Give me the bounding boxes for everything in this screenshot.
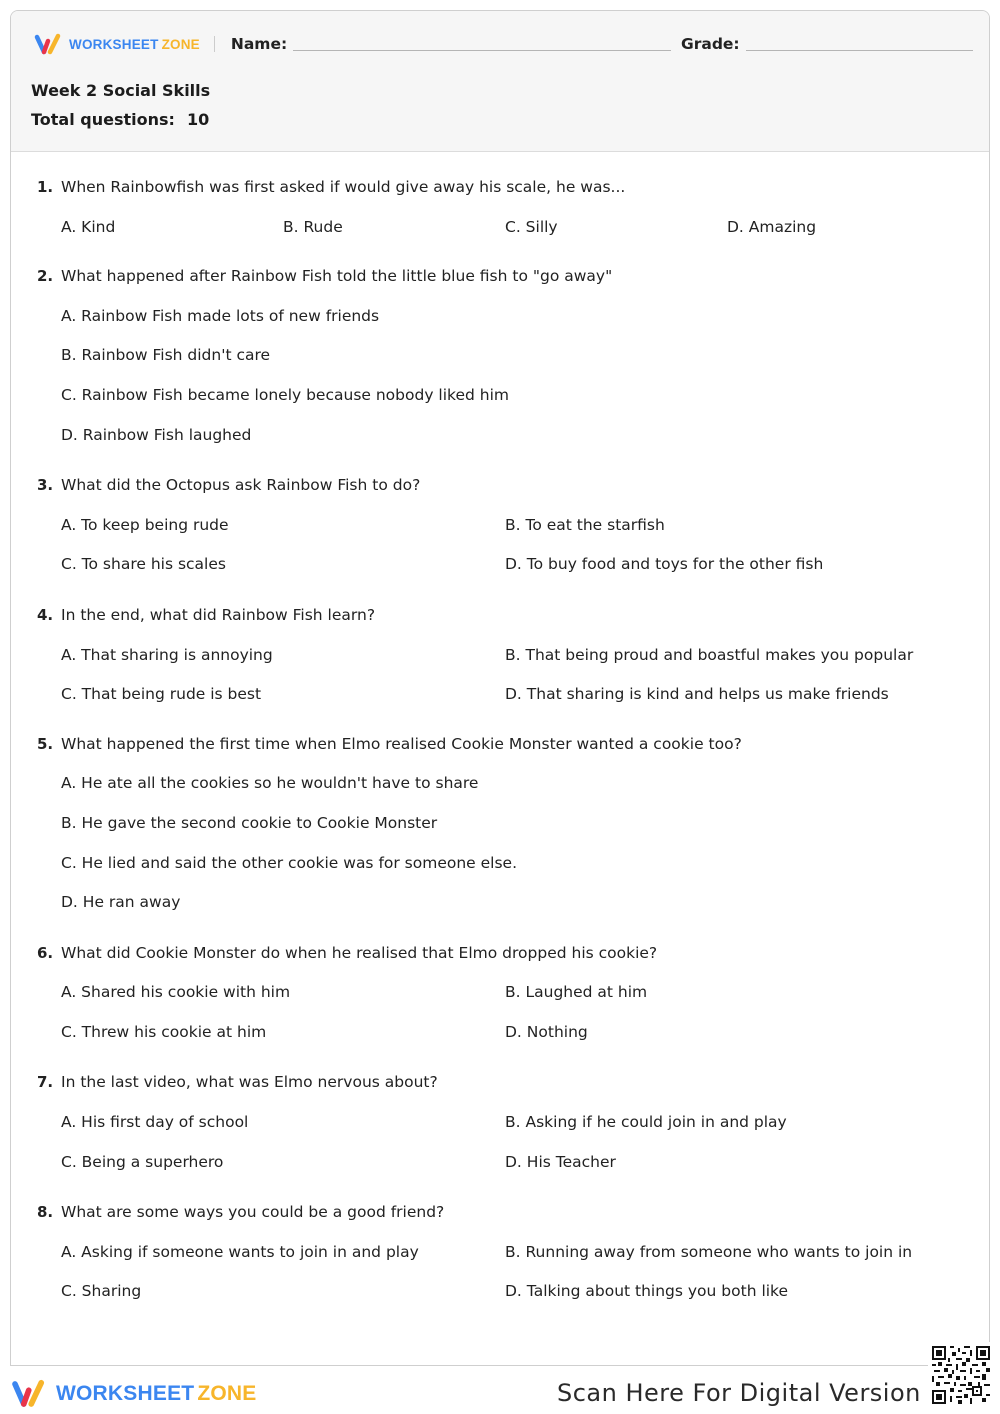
option-b[interactable]: B. Running away from someone who wants to join in — [505, 1243, 913, 1261]
qr-code-icon[interactable] — [928, 1342, 994, 1408]
question-stem — [37, 178, 625, 196]
question-number: 6. — [37, 944, 54, 962]
option-a[interactable]: A. Shared his cookie with him — [61, 983, 291, 1001]
question-number: 3. — [37, 476, 54, 494]
question-text: In the last video, what was Elmo nervous about? — [61, 1073, 438, 1091]
option-b[interactable]: B. He gave the second cookie to Cookie Monster — [61, 814, 438, 832]
option-c[interactable]: C. To share his scales — [61, 555, 226, 573]
total-questions — [31, 110, 209, 129]
brand-word-worksheet: WORKSHEET — [56, 1382, 195, 1405]
question-number: 8. — [37, 1203, 54, 1221]
option-c[interactable]: C. That being rude is best — [61, 685, 262, 703]
question-text: What happened after Rainbow Fish told the little blue fish to "go away" — [61, 267, 613, 285]
question-number: 1. — [37, 178, 54, 196]
option-c[interactable]: C. Being a superhero — [61, 1153, 224, 1171]
question-text: What did the Octopus ask Rainbow Fish to do? — [61, 476, 421, 494]
question-number: 5. — [37, 735, 54, 753]
option-a[interactable]: A. Rainbow Fish made lots of new friends — [61, 307, 380, 325]
option-c[interactable]: C. Rainbow Fish became lonely because nobody liked him — [61, 386, 509, 404]
name-label: Name: — [230, 35, 288, 53]
option-b[interactable]: B. To eat the starfish — [505, 516, 665, 534]
option-b[interactable]: B. Asking if he could join in and play — [505, 1113, 787, 1131]
scan-digital-version-text: Scan Here For Digital Version — [557, 1379, 921, 1407]
question-stem — [37, 606, 375, 624]
option-a[interactable]: A. To keep being rude — [61, 516, 229, 534]
worksheet-title: Week 2 Social Skills — [31, 81, 211, 100]
option-c[interactable]: C. He lied and said the other cookie was for someone else. — [61, 854, 518, 872]
option-b[interactable]: B. Rude — [283, 218, 343, 236]
option-d[interactable]: D. That sharing is kind and helps us make friends — [505, 685, 889, 703]
worksheet-page — [10, 10, 990, 1366]
brand-word-worksheet: WORKSHEET — [69, 36, 159, 52]
option-a[interactable]: A. His first day of school — [61, 1113, 249, 1131]
option-d[interactable]: D. To buy food and toys for the other fish — [505, 555, 824, 573]
option-a[interactable]: A. That sharing is annoying — [61, 646, 273, 664]
footer-brand — [10, 1378, 256, 1410]
option-c[interactable]: C. Threw his cookie at him — [61, 1023, 267, 1041]
option-d[interactable]: D. Nothing — [505, 1023, 588, 1041]
question-stem — [37, 735, 742, 753]
option-b[interactable]: B. That being proud and boastful makes you popular — [505, 646, 914, 664]
option-b[interactable]: B. Rainbow Fish didn't care — [61, 346, 271, 364]
option-d[interactable]: D. His Teacher — [505, 1153, 616, 1171]
question-stem — [37, 1203, 444, 1221]
worksheet-zone-logo-icon — [33, 32, 65, 56]
option-c[interactable]: C. Sharing — [61, 1282, 142, 1300]
question-text: What are some ways you could be a good friend? — [61, 1203, 445, 1221]
worksheet-zone-logo-icon — [10, 1378, 50, 1410]
question-number: 7. — [37, 1073, 54, 1091]
worksheet-header — [11, 11, 989, 152]
question-stem — [37, 476, 420, 494]
total-questions-label: Total questions: — [31, 110, 175, 129]
header-divider — [214, 36, 215, 52]
option-a[interactable]: A. He ate all the cookies so he wouldn't have to share — [61, 774, 479, 792]
option-b[interactable]: B. Laughed at him — [505, 983, 648, 1001]
header-brand-row — [33, 31, 671, 57]
question-stem — [37, 944, 657, 962]
option-d[interactable]: D. He ran away — [61, 893, 181, 911]
brand-word-zone: ZONE — [161, 36, 200, 52]
brand-word-zone: ZONE — [197, 1382, 257, 1405]
option-c[interactable]: C. Silly — [505, 218, 558, 236]
brand-wordmark — [56, 1382, 256, 1406]
question-text: When Rainbowfish was first asked if would give away his scale, he was... — [61, 178, 626, 196]
question-stem — [37, 1073, 438, 1091]
option-a[interactable]: A. Asking if someone wants to join in and play — [61, 1243, 419, 1261]
question-number: 4. — [37, 606, 54, 624]
grade-field-line[interactable] — [746, 50, 973, 51]
brand-wordmark — [69, 37, 200, 52]
name-field-line[interactable] — [293, 50, 671, 51]
question-text: What happened the first time when Elmo realised Cookie Monster wanted a cookie too? — [61, 735, 742, 753]
total-questions-count: 10 — [186, 110, 210, 129]
option-d[interactable]: D. Rainbow Fish laughed — [61, 426, 252, 444]
option-d[interactable]: D. Talking about things you both like — [505, 1282, 789, 1300]
question-stem — [37, 267, 612, 285]
question-text: What did Cookie Monster do when he realised that Elmo dropped his cookie? — [61, 944, 658, 962]
qr-code-graphic — [932, 1346, 990, 1404]
question-text: In the end, what did Rainbow Fish learn? — [61, 606, 376, 624]
grade-label: Grade: — [681, 35, 740, 53]
grade-group — [681, 31, 973, 57]
question-number: 2. — [37, 267, 54, 285]
option-a[interactable]: A. Kind — [61, 218, 116, 236]
option-d[interactable]: D. Amazing — [727, 218, 817, 236]
